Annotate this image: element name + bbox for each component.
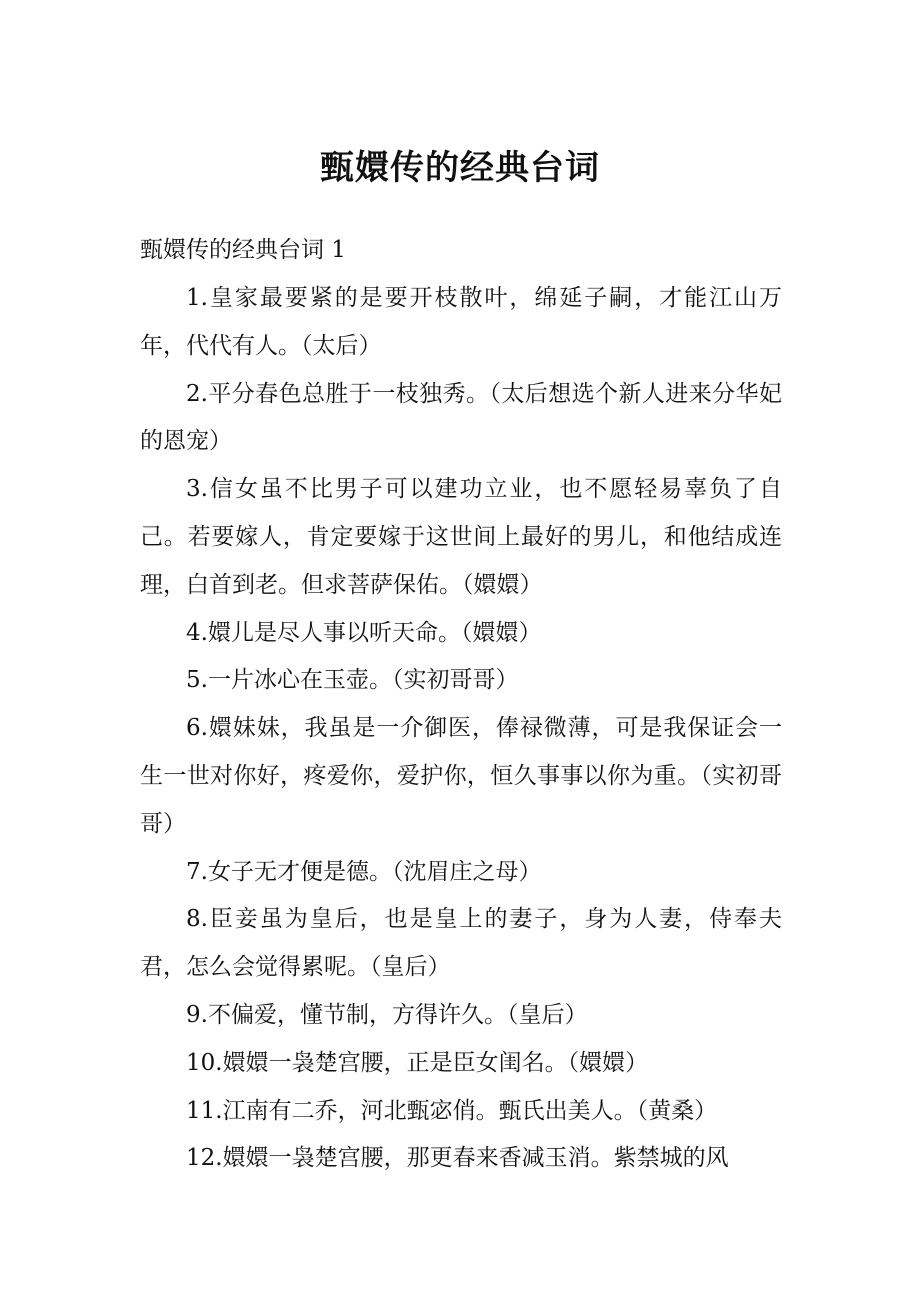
document-title: 甄嬛传的经典台词 <box>320 148 600 188</box>
section-heading: 甄嬛传的经典台词 1 <box>140 237 346 263</box>
quote-list <box>140 275 782 1183</box>
quote-paragraph: 4.嬛儿是尽人事以听天命。（嬛嬛） <box>186 619 542 646</box>
quote-paragraph: 3.信女虽不比男子可以建功立业，也不愿轻易辜负了自己。若要嫁人，肯定要嫁于这世间上最好的男儿，和他结成连理，白首到老。但求菩萨保佑。（嬛嬛） <box>140 476 782 598</box>
quote-paragraph: 7.女子无才便是德。（沈眉庄之母） <box>186 858 542 885</box>
quote-paragraph: 1.皇家最要紧的是要开枝散叶，绵延子嗣，才能江山万年，代代有人。（太后） <box>140 285 782 359</box>
quote-paragraph: 9.不偏爱，懂节制，方得许久。（皇后） <box>186 1001 588 1028</box>
quote-paragraph: 5.一片冰心在玉壶。（实初哥哥） <box>186 667 519 694</box>
quote-paragraph: 12.嬛嬛一袅楚宫腰，那更春来香减玉消。紫禁城的风 <box>186 1145 729 1172</box>
quote-paragraph: 8.臣妾虽为皇后，也是皇上的妻子，身为人妻，侍奉夫君，怎么会觉得累呢。（皇后） <box>140 906 782 981</box>
quote-paragraph: 6.嬛妹妹，我虽是一介御医，俸禄微薄，可是我保证会一生一世对你好，疼爱你，爱护你，恒久事事以你为重。（实初哥哥） <box>140 715 782 837</box>
quote-paragraph: 2.平分春色总胜于一枝独秀。（太后想选个新人进来分华妃的恩宠） <box>140 380 782 455</box>
quote-paragraph: 10.嬛嬛一袅楚宫腰，正是臣女闺名。（嬛嬛） <box>186 1049 649 1076</box>
quote-paragraph: 11.江南有二乔，河北甄宓俏。甄氏出美人。（黄桑） <box>186 1097 718 1124</box>
